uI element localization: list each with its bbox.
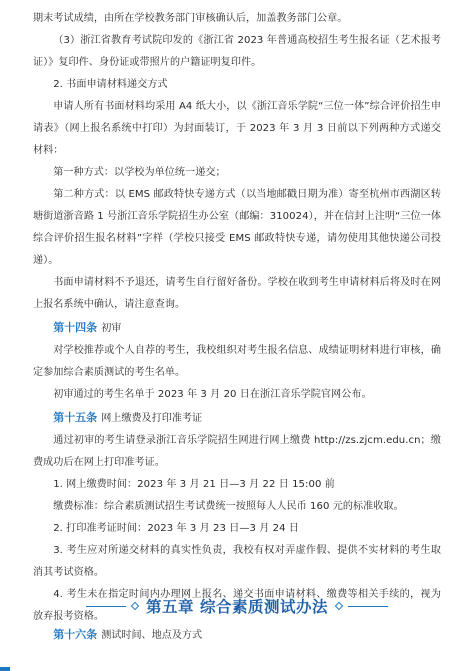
article-15-title: 网上缴费及打印准考证: [101, 413, 203, 424]
diamond-ornament-icon: [335, 602, 343, 610]
paragraph-method-two: 第二种方式：以 EMS 邮政特快专递方式（以当地邮戳日期为准）寄至杭州市西湖区转塘街道浙音路 1 号浙江音乐学院招生办公室（邮编：310024），并在信封上注明“三位一体综合评价招生报名材料”字样（学校只接受 EMS 邮政特快专递，请勿使用其他快递公司投递）。: [33, 189, 441, 266]
article-16-number: 第十六条: [53, 628, 98, 641]
article-15-number: 第十五条: [53, 411, 98, 424]
paragraph-registration-copy: （3）浙江省教育考试院印发的《浙江省 2023 年普通高校招生考生报名证（艺术报考证）》复印件、身份证或带照片的户籍证明复印件。: [33, 35, 441, 68]
article-15-heading: [33, 406, 441, 430]
article-14-heading: [33, 316, 441, 340]
corner-accent: [0, 667, 10, 671]
chapter-rule-left: [86, 606, 126, 607]
diamond-ornament-icon: [131, 602, 139, 610]
article-16-heading: [33, 623, 441, 647]
article-14-paragraph: 初审通过的考生名单于 2023 年 3 月 20 日在浙江音乐学院官网公布。: [53, 389, 372, 400]
paragraph-method-one: 第一种方式：以学校为单位统一递交；: [53, 167, 226, 178]
chapter-rule-right: [348, 606, 388, 607]
article-14-paragraph: 对学校推荐或个人自荐的考生，我校组织对考生报名信息、成绩证明材料进行审核，确定参加综合素质测试的考生名单。: [33, 345, 441, 378]
article-15-paragraph: 3. 考生应对所递交材料的真实性负责，我校有权对弄虚作假、提供不实材料的考生取消其考试资格。: [33, 545, 441, 578]
chapter-heading: [0, 588, 474, 624]
paragraph-submission-heading: 2. 书面申请材料递交方式: [53, 79, 168, 90]
article-15-paragraph: 缴费标准：综合素质测试招生考试费统一按照每人人民币 160 元的标准收取。: [53, 501, 404, 512]
article-15-paragraph: 通过初审的考生请登录浙江音乐学院招生网进行网上缴费 http://zs.zjcm.edu.cn；缴费成功后在网上打印准考证。: [33, 435, 441, 468]
paragraph-exam-results: 期末考试成绩，由所在学校教务部门审核确认后，加盖教务部门公章。: [33, 13, 348, 24]
article-16-block: [33, 623, 441, 647]
paragraph-no-return: 书面申请材料不予退还，请考生自行留好备份。学校在收到考生申请材料后将及时在网上报名系统中确认，请注意查询。: [33, 277, 441, 310]
article-14-number: 第十四条: [53, 321, 98, 334]
article-15-paragraph: 1. 网上缴费时间：2023 年 3 月 21 日—3 月 22 日 15:00 前: [53, 479, 335, 490]
paragraph-submission-requirements: 申请人所有书面材料均采用 A4 纸大小，以《浙江音乐学院“三位一体”综合评价招生申请表》（网上报名系统中打印）为封面装订，于 2023 年 3 月 3 日前以下列两种方式递交材料：: [33, 101, 441, 156]
article-15-paragraph: 4. 考生未在指定时间内办理网上报名、递交书面申请材料、缴费等相关手续的，视为放弃报考资格。: [33, 589, 441, 622]
article-14-title: 初审: [101, 323, 122, 334]
article-16-title: 测试时间、地点及方式: [101, 630, 203, 641]
article-15-paragraph: 2. 打印准考证时间：2023 年 3 月 23 日—3 月 24 日: [53, 523, 299, 534]
chapter-title: 第五章 综合素质测试办法: [146, 597, 328, 616]
